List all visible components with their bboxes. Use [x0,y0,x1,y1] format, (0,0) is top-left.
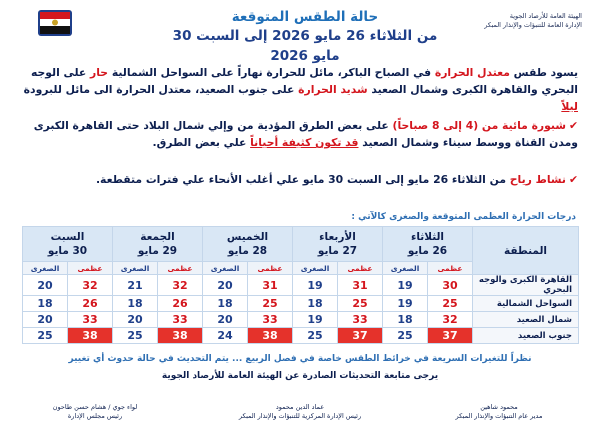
max-temp: 33 [68,312,113,328]
min-temp: 19 [293,312,338,328]
max-temp: 33 [158,312,203,328]
min-temp: 25 [23,328,68,344]
max-temp: 26 [158,296,203,312]
bullet-icon: ✔ [568,119,578,132]
min-temp: 19 [383,296,428,312]
day-header: الأربعاء 27 مايو [293,227,383,262]
org-line-2: الإدارة العامة للتنبؤات والإنذار المبكر [484,21,582,29]
region-name: جنوب الصعيد [473,328,579,344]
page-title: حالة الطقس المتوقعة [231,9,379,25]
max-temp: 30 [428,275,473,296]
text-run: في الصباح الباكر، مائل للحرارة نهاراً على السواحل الشمالية [108,66,435,79]
text-run: شبورة مائية من (4 إلى 8 صباحاً) [392,119,566,132]
min-temp: 18 [113,296,158,312]
max-label: عظمى [248,262,293,275]
signer-title: رئيس الإدارة المركزية للتنبؤات والإنذار المبكر [238,412,362,420]
max-temp: 37 [338,328,383,344]
min-temp: 25 [383,328,428,344]
date-range: من الثلاثاء 26 مايو 2026 إلى السبت 30 مايو 2026 [172,28,438,64]
forecast-paragraph-1 [22,64,578,115]
text-run: حار [90,66,109,79]
max-temp: 38 [68,328,113,344]
max-temp: 32 [158,275,203,296]
min-temp: 21 [113,275,158,296]
region-header: المنطقة [473,227,579,275]
min-temp: 19 [383,275,428,296]
max-temp: 31 [248,275,293,296]
min-temp: 18 [23,296,68,312]
text-run: علي بعض الطرق. [152,136,251,149]
signer-name: محمود شاهين [480,403,518,411]
min-temp: 20 [23,312,68,328]
region-name: القاهرة الكبرى والوجه البحري [473,275,579,296]
max-temp: 32 [68,275,113,296]
text-run: قد تكون كثيفة أحياناً [250,136,359,149]
max-temp: 26 [68,296,113,312]
signer-title: مدير عام التنبؤات والإنذار المبكر [455,412,543,420]
signer-name: عماد الدين محمود [275,403,325,411]
signature-block [200,403,400,421]
organization-name [484,12,582,30]
day-header: الخميس 28 مايو [203,227,293,262]
max-temp: 37 [428,328,473,344]
max-temp: 25 [248,296,293,312]
text-run: من الثلاثاء 26 مايو إلى السبت 30 مايو علي أغلب الأنحاء علي فترات متقطعة. [95,173,510,186]
update-note: نظراً للتغيرات السريعة في خرائط الطقس خاصة في فصل الربيع ... يتم التحديث في حالة حدوث أي تغيير [68,354,532,364]
max-temp: 25 [428,296,473,312]
min-label: الصغرى [293,262,338,275]
max-temp: 33 [248,312,293,328]
max-temp: 25 [338,296,383,312]
day-header: الثلاثاء 26 مايو [383,227,473,262]
table-row [23,296,579,312]
max-temp: 38 [248,328,293,344]
forecast-paragraph-3 [22,171,578,188]
min-label: الصغرى [203,262,248,275]
max-temp: 38 [158,328,203,344]
follow-note: يرجى متابعة التحديثات الصادرة عن الهيئة العامة للأرصاد الجوية [161,371,439,381]
table-caption: درجات الحرارة العظمى المتوقعة والصغرى كالآتي : [351,212,576,222]
text-run: يسود طقس [509,66,578,79]
text-run: على الوجه البحري والقاهرة الكبرى وشمال الصعيد [30,66,578,96]
bullet-icon: ✔ [568,173,578,186]
signature-block [414,403,584,421]
text-run: معتدل الحرارة [434,66,510,79]
max-temp: 32 [428,312,473,328]
ema-logo-icon [38,10,72,36]
signer-name: لواء جوي / هشام حسن طاحون [52,403,138,411]
max-temp: 31 [338,275,383,296]
min-temp: 20 [203,275,248,296]
max-label: عظمى [68,262,113,275]
table-row [23,275,579,296]
min-temp: 18 [203,296,248,312]
max-label: عظمى [428,262,473,275]
signatures [0,403,600,433]
min-temp: 25 [293,328,338,344]
text-run: على بعض الطرق المؤدية من وإلي شمال البلاد حتى القاهرة الكبرى ومدن القناة ووسط سيناء وشمال الصعيد [33,119,578,149]
min-label: الصغرى [23,262,68,275]
table-row [23,328,579,344]
min-temp: 20 [203,312,248,328]
min-label: الصغرى [383,262,428,275]
text-run: على جنوب الصعيد، معتدل الحرارة الى مائل للبرودة [23,83,299,96]
day-header: الجمعة 29 مايو [113,227,203,262]
min-temp: 20 [113,312,158,328]
text-run: ليلاً [561,100,578,113]
org-line-1: الهيئة العامة للأرصاد الجوية [509,12,582,20]
temperature-table [22,226,579,344]
max-label: عظمى [158,262,203,275]
min-temp: 25 [113,328,158,344]
region-name: شمال الصعيد [473,312,579,328]
signer-title: رئيس مجلس الإدارة [67,412,123,420]
day-header: السبت 30 مايو [23,227,113,262]
max-temp: 33 [338,312,383,328]
signature-block [20,403,170,421]
header [0,6,600,64]
forecast-paragraph-2 [22,117,578,151]
min-temp: 20 [23,275,68,296]
text-run: شديد الحرارة [298,83,368,96]
text-run: نشاط رياح [509,173,566,186]
table-row [23,312,579,328]
min-temp: 18 [293,296,338,312]
region-name: السواحل الشمالية [473,296,579,312]
min-temp: 19 [293,275,338,296]
min-label: الصغرى [113,262,158,275]
min-temp: 24 [203,328,248,344]
max-label: عظمى [338,262,383,275]
min-temp: 18 [383,312,428,328]
